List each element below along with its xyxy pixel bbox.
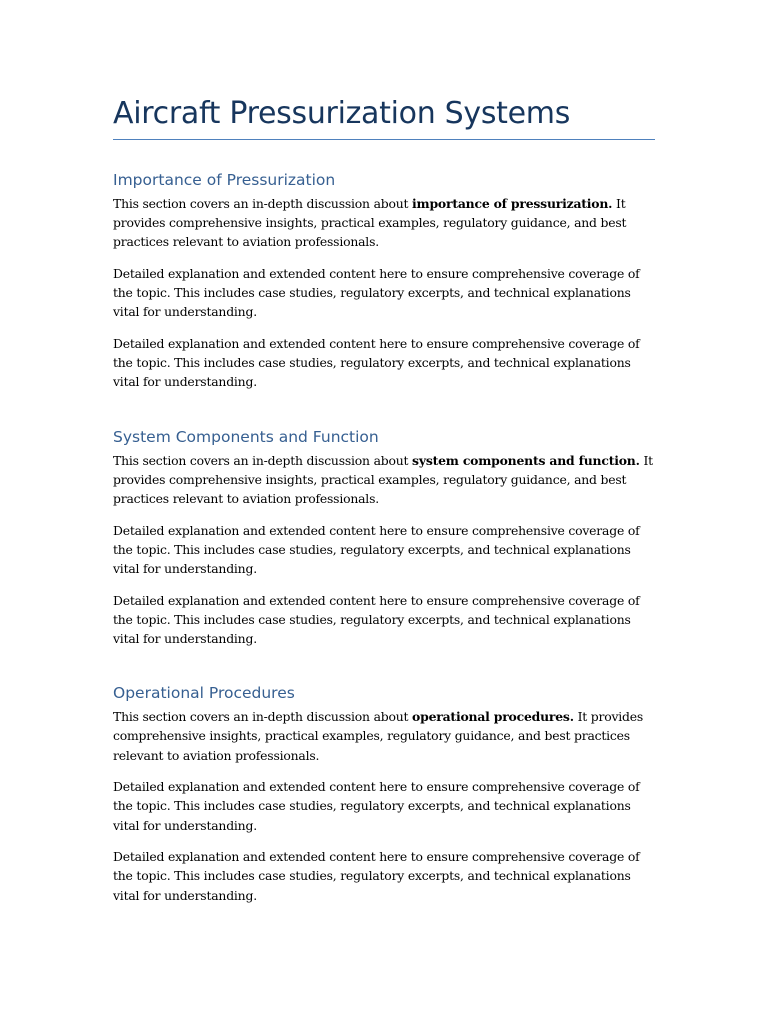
section-intro-paragraph bbox=[113, 707, 655, 765]
intro-bold-topic: operational procedures. bbox=[412, 709, 574, 725]
document-title: Aircraft Pressurization Systems bbox=[113, 96, 571, 131]
section-heading: Operational Procedures bbox=[113, 684, 295, 703]
body-paragraph: Detailed explanation and extended content here to ensure comprehensive coverage of the topic. This includes case studies, regulatory excerpts, and technical explanations vital for understanding. bbox=[113, 779, 640, 833]
intro-suffix: It provides comprehensive insights, practical examples, regulatory guidance, and best practices relevant to aviation professionals. bbox=[113, 196, 627, 250]
intro-suffix: It provides comprehensive insights, practical examples, regulatory guidance, and best practices relevant to aviation professionals. bbox=[113, 452, 653, 507]
intro-bold-topic: importance of pressurization. bbox=[412, 196, 613, 211]
section-intro-paragraph bbox=[113, 194, 655, 252]
section-importance-of-pressurization bbox=[113, 169, 655, 392]
body-paragraph: Detailed explanation and extended content here to ensure comprehensive coverage of the topic. This includes case studies, regulatory excerpts, and technical explanations vital for understanding. bbox=[113, 266, 640, 320]
section-system-components-and-function bbox=[113, 426, 655, 649]
body-paragraph: Detailed explanation and extended content here to ensure comprehensive coverage of the topic. This includes case studies, regulatory excerpts, and technical explanations vital for understanding. bbox=[113, 336, 640, 390]
section-heading: Importance of Pressurization bbox=[113, 171, 336, 189]
title-divider bbox=[113, 139, 655, 140]
intro-prefix: This section covers an in-depth discussion about bbox=[113, 196, 413, 211]
section-operational-procedures bbox=[113, 682, 655, 905]
body-paragraph: Detailed explanation and extended content here to ensure comprehensive coverage of the topic. This includes case studies, regulatory excerpts, and technical explanations vital for understanding. bbox=[113, 849, 640, 903]
intro-suffix: It provides comprehensive insights, practical examples, regulatory guidance, and best practices relevant to aviation professionals. bbox=[113, 709, 644, 763]
body-paragraph: Detailed explanation and extended content here to ensure comprehensive coverage of the topic. This includes case studies, regulatory excerpts, and technical explanations vital for understanding. bbox=[113, 592, 640, 647]
intro-bold-topic: system components and function. bbox=[412, 452, 640, 468]
section-intro-paragraph bbox=[113, 451, 655, 509]
document-page bbox=[113, 92, 655, 905]
section-heading: System Components and Function bbox=[113, 427, 379, 446]
intro-prefix: This section covers an in-depth discussion about bbox=[113, 709, 413, 725]
intro-prefix: This section covers an in-depth discussion about bbox=[113, 452, 413, 468]
body-paragraph: Detailed explanation and extended content here to ensure comprehensive coverage of the topic. This includes case studies, regulatory excerpts, and technical explanations vital for understanding. bbox=[113, 522, 640, 577]
